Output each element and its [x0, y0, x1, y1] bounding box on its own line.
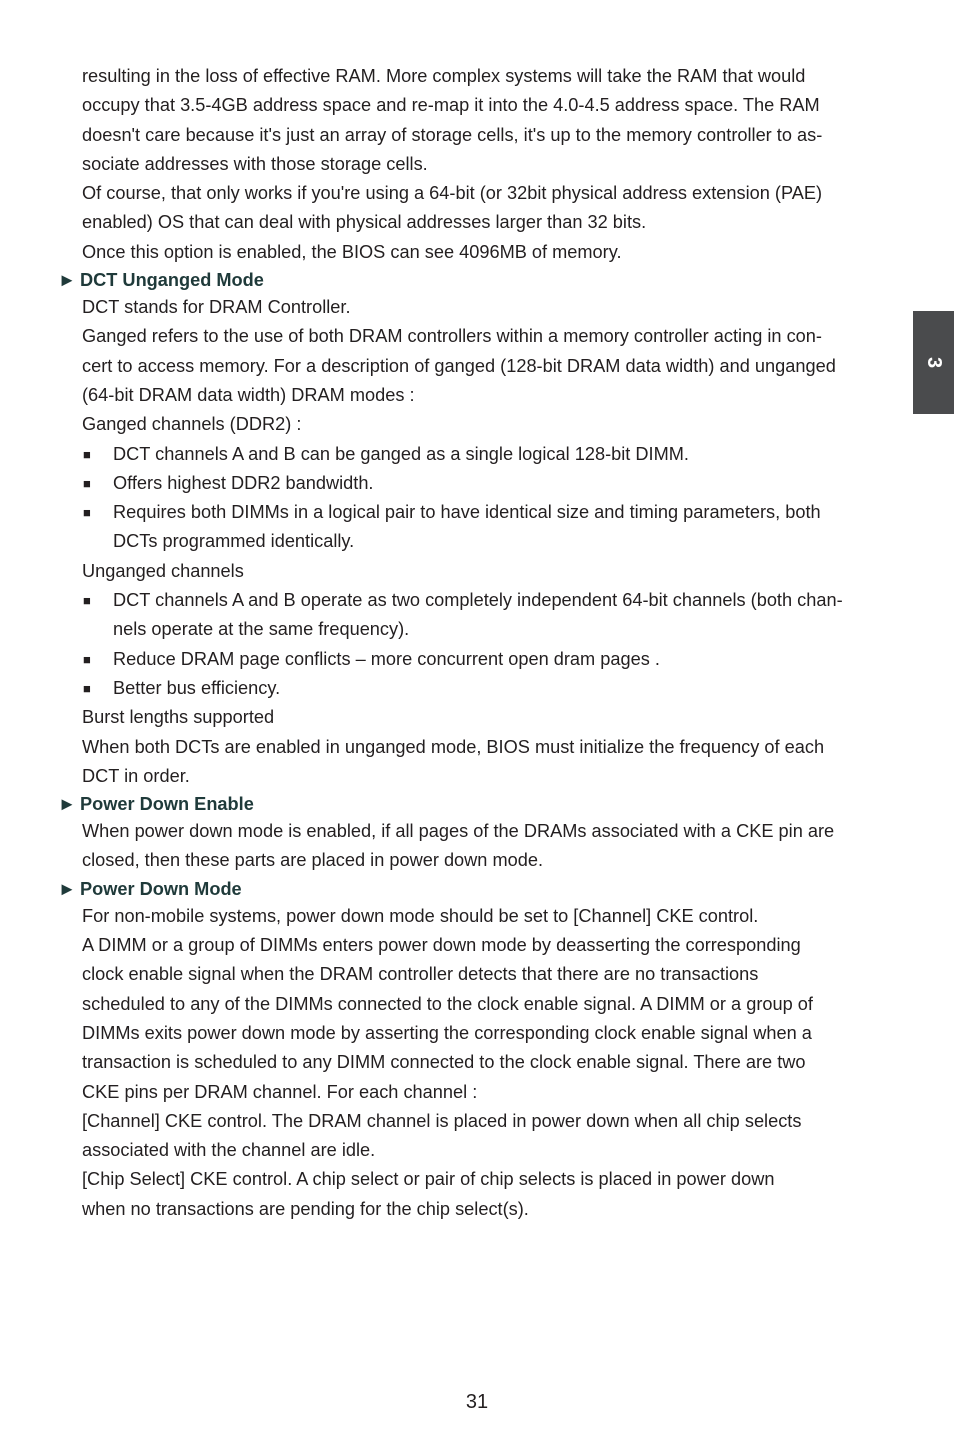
bullet-item	[0, 498, 954, 527]
paragraph-line: associated with the channel are idle.	[82, 1140, 376, 1161]
paragraph-line: scheduled to any of the DIMMs connected to the clock enable signal. A DIMM or a group of	[82, 993, 813, 1014]
chapter-number: 3	[923, 356, 945, 369]
section-heading-label: Power Down Enable	[80, 794, 254, 815]
chapter-side-tab	[913, 311, 954, 414]
bullet-text: Requires both DIMMs in a logical pair to have identical size and timing parameters, both	[113, 502, 821, 523]
paragraph-line: resulting in the loss of effective RAM. More complex systems will take the RAM that would	[82, 66, 806, 86]
paragraph-line: DCT stands for DRAM Controller.	[82, 297, 351, 318]
manual-page-content	[0, 62, 954, 1224]
bullet-text: Offers highest DDR2 bandwidth.	[113, 472, 374, 493]
paragraph-line: Burst lengths supported	[82, 707, 275, 728]
section-heading-dct-unganged-mode	[0, 267, 954, 293]
square-bullet-icon: ■	[83, 680, 91, 696]
page-number: 31	[465, 1391, 489, 1413]
arrow-right-icon: ►	[58, 878, 77, 899]
paragraph-line: (64-bit DRAM data width) DRAM modes :	[82, 384, 415, 405]
section-heading-label: Power Down Mode	[80, 878, 242, 899]
square-bullet-icon: ■	[83, 446, 91, 462]
paragraph-line: Ganged channels (DDR2) :	[82, 414, 302, 435]
bullet-text: DCT channels A and B operate as two completely independent 64-bit channels (both chan-	[113, 590, 843, 611]
paragraph-line: DIMMs exits power down mode by asserting the corresponding clock enable signal when a	[82, 1022, 812, 1043]
bullet-continuation: DCTs programmed identically.	[113, 531, 355, 552]
paragraph-line: A DIMM or a group of DIMMs enters power down mode by deasserting the corresponding	[82, 935, 801, 956]
paragraph-line: clock enable signal when the DRAM controller detects that there are no transactions	[82, 964, 759, 985]
square-bullet-icon: ■	[83, 475, 91, 491]
bullet-continuation: nels operate at the same frequency).	[113, 619, 410, 640]
paragraph-line: transaction is scheduled to any DIMM connected to the clock enable signal. There are two	[82, 1052, 806, 1073]
paragraph-line: Of course, that only works if you're using a 64-bit (or 32bit physical address extension (PAE)	[82, 183, 823, 204]
arrow-right-icon: ►	[58, 270, 77, 291]
section-heading-power-down-mode	[0, 876, 954, 902]
section-heading-power-down-enable	[0, 791, 954, 817]
paragraph-line: occupy that 3.5-4GB address space and re-map it into the 4.0-4.5 address space. The RAM	[82, 95, 820, 116]
section-heading-label: DCT Unganged Mode	[80, 270, 264, 291]
paragraph-line: closed, then these parts are placed in power down mode.	[82, 850, 544, 871]
paragraph-line: when no transactions are pending for the chip select(s).	[82, 1198, 529, 1219]
square-bullet-icon: ■	[83, 505, 91, 521]
paragraph-line: Ganged refers to the use of both DRAM controllers within a memory controller acting in con-	[82, 326, 822, 347]
bullet-item	[0, 645, 954, 674]
square-bullet-icon: ■	[83, 593, 91, 609]
paragraph-line: enabled) OS that can deal with physical addresses larger than 32 bits.	[82, 212, 647, 233]
paragraph-line: [Channel] CKE control. The DRAM channel is placed in power down when all chip selects	[82, 1110, 802, 1131]
paragraph-line: DCT in order.	[82, 765, 190, 786]
paragraph-line: doesn't care because it's just an array of storage cells, it's up to the memory controller to as-	[82, 124, 823, 145]
bullet-item	[0, 469, 954, 498]
paragraph-line: cert to access memory. For a description of ganged (128-bit DRAM data width) and unganged	[82, 355, 836, 376]
paragraph-line: sociate addresses with those storage cells.	[82, 153, 428, 174]
square-bullet-icon: ■	[83, 651, 91, 667]
bullet-text: Reduce DRAM page conflicts – more concurrent open dram pages .	[113, 648, 660, 669]
paragraph-line: When power down mode is enabled, if all pages of the DRAMs associated with a CKE pin are	[82, 821, 835, 842]
bullet-text: DCT channels A and B can be ganged as a single logical 128-bit DIMM.	[113, 443, 689, 464]
bullet-item	[0, 674, 954, 703]
paragraph-line: Unganged channels	[82, 560, 244, 581]
bullet-item	[0, 586, 954, 615]
paragraph-line: [Chip Select] CKE control. A chip select or pair of chip selects is placed in power down	[82, 1169, 775, 1190]
paragraph-line: When both DCTs are enabled in unganged mode, BIOS must initialize the frequency of each	[82, 736, 825, 757]
paragraph-line: CKE pins per DRAM channel. For each channel :	[82, 1081, 478, 1102]
bullet-text: Better bus efficiency.	[113, 677, 281, 698]
arrow-right-icon: ►	[58, 794, 77, 815]
paragraph-line: Once this option is enabled, the BIOS can see 4096MB of memory.	[82, 241, 622, 262]
paragraph-line: For non-mobile systems, power down mode should be set to [Channel] CKE control.	[82, 905, 759, 926]
bullet-item	[0, 440, 954, 469]
